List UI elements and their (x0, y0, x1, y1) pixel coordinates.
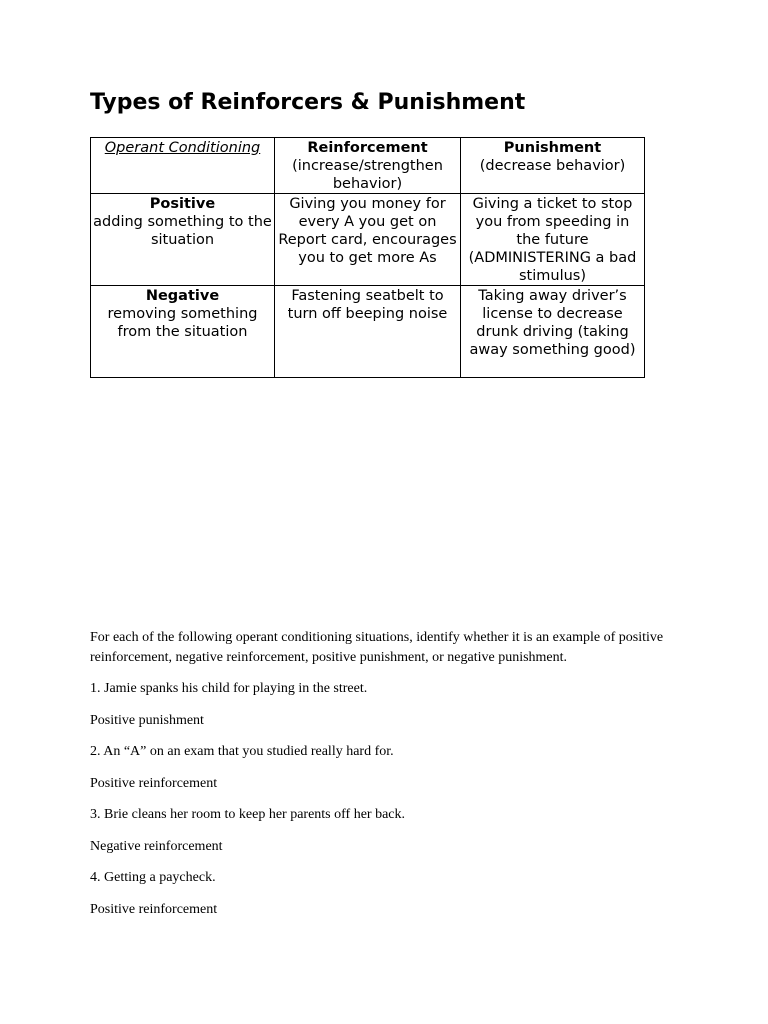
exercise-section (90, 628, 680, 931)
table-header-row (91, 138, 645, 194)
question-item: 3. Brie cleans her room to keep her parents off her back. (90, 807, 406, 822)
row-heading: Positive (149, 196, 216, 212)
row-subheading: removing something from the situation (107, 306, 258, 340)
row-header-negative (91, 286, 275, 378)
question-item: 4. Getting a paycheck. (90, 870, 216, 885)
cell-positive-punishment: Giving a ticket to stop you from speeding in the future (ADMINISTERING a bad stimulus) (461, 194, 645, 286)
column-heading: Punishment (503, 140, 602, 156)
answer-item: Negative reinforcement (90, 838, 223, 854)
reinforcement-punishment-table (90, 137, 645, 378)
row-heading: Negative (145, 288, 220, 304)
answer-item: Positive reinforcement (90, 775, 218, 791)
corner-label: Operant Conditioning (104, 140, 261, 156)
column-heading: Reinforcement (307, 140, 428, 156)
corner-cell (91, 138, 275, 194)
row-header-positive (91, 194, 275, 286)
column-header-punishment (461, 138, 645, 194)
column-header-reinforcement (275, 138, 461, 194)
row-subheading: adding something to the situation (93, 214, 272, 248)
table-row (91, 194, 645, 286)
instructions-paragraph: For each of the following operant conditioning situations, identify whether it is an example of positive reinforcement, negative reinforcement, positive punishment, or negative punishment. (90, 630, 664, 665)
question-item: 1. Jamie spanks his child for playing in the street. (90, 681, 368, 696)
answer-item: Positive punishment (90, 712, 204, 728)
table-row (91, 286, 645, 378)
page-title: Types of Reinforcers & Punishment (90, 90, 526, 115)
cell-negative-punishment: Taking away driver’s license to decrease drunk driving (taking away something good) (461, 286, 645, 378)
cell-negative-reinforcement: Fastening seatbelt to turn off beeping noise (275, 286, 461, 378)
cell-positive-reinforcement: Giving you money for every A you get on Report card, encourages you to get more As (275, 194, 461, 286)
answer-item: Positive reinforcement (90, 901, 218, 917)
question-item: 2. An “A” on an exam that you studied really hard for. (90, 744, 394, 759)
column-subheading: (increase/strengthen behavior) (292, 158, 443, 192)
column-subheading: (decrease behavior) (479, 158, 626, 174)
